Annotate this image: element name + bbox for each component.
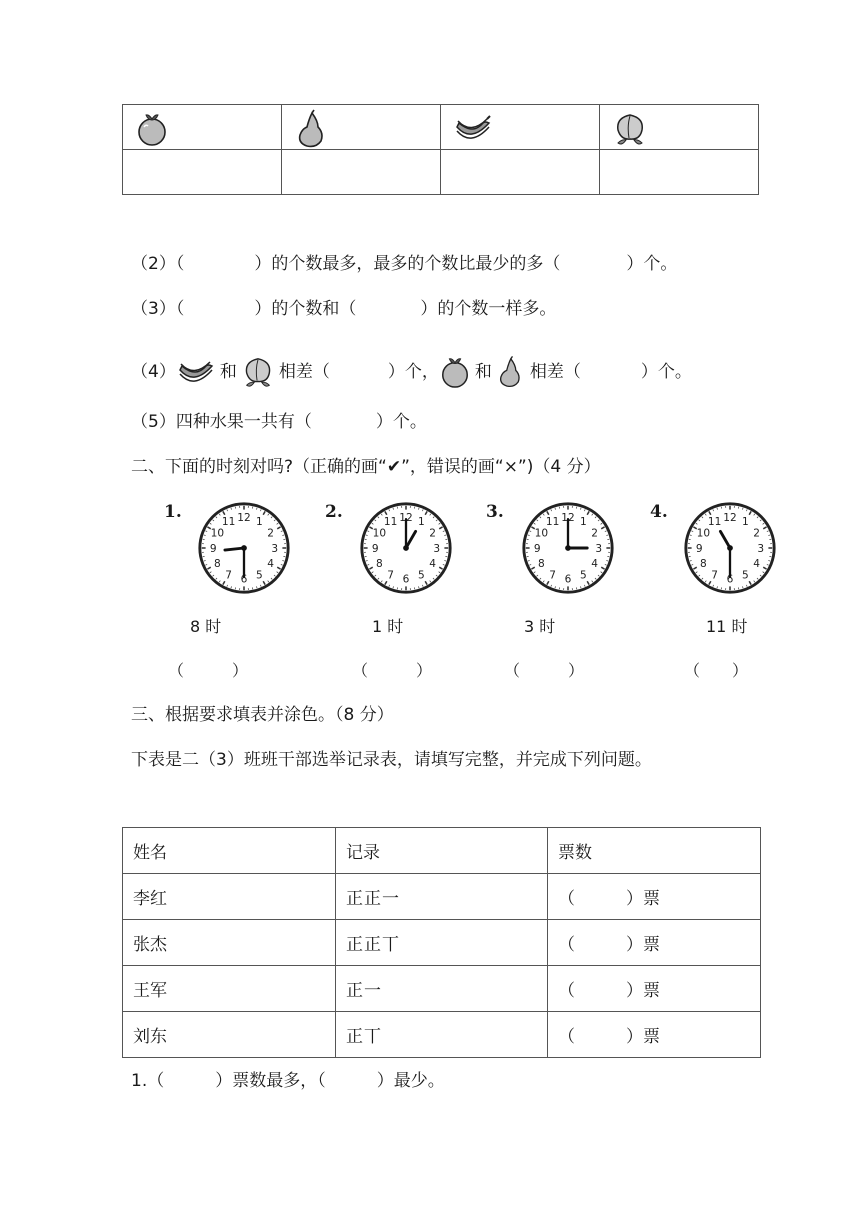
svg-text:1: 1 (742, 516, 749, 529)
svg-text:7: 7 (387, 569, 394, 582)
clock-face-icon (682, 500, 778, 596)
apple-icon (439, 355, 471, 389)
svg-text:10: 10 (534, 527, 549, 540)
clock-number: 2. (325, 502, 343, 522)
table-row (123, 920, 761, 966)
fruit-cell-banana (441, 105, 600, 150)
clock-number: 1. (164, 502, 182, 522)
row-votes[interactable]: （ ）票 (548, 874, 761, 920)
fruit-cell-apple (123, 105, 282, 150)
q4-suffix: ）个。 (640, 362, 692, 382)
svg-text:7: 7 (549, 569, 556, 582)
section-2-title: 二、下面的时刻对吗?（正确的画“✔”，错误的画“×”)（4 分） (131, 457, 601, 477)
banana-icon (453, 113, 493, 145)
fruit-count-peach[interactable] (600, 150, 759, 195)
row-name: 王军 (123, 966, 336, 1012)
q2-mid: ）的个数最多，最多的个数比最少的多（ (254, 254, 561, 274)
svg-text:11: 11 (545, 516, 560, 529)
clock-number: 3. (486, 502, 504, 522)
svg-text:5: 5 (742, 569, 749, 582)
row-name: 刘东 (123, 1012, 336, 1058)
svg-text:11: 11 (383, 516, 398, 529)
clock-face-icon (520, 500, 616, 596)
question-3 (131, 298, 556, 320)
vote-record-table (122, 827, 761, 1058)
pear-icon (496, 353, 524, 391)
clock-time-label: 3 时 (524, 617, 556, 636)
fruit-count-table (122, 104, 759, 195)
svg-text:12: 12 (561, 512, 575, 525)
row-votes[interactable]: （ ）票 (548, 1012, 761, 1058)
question-5 (131, 411, 427, 433)
svg-text:4: 4 (267, 558, 274, 571)
peach-icon (241, 354, 275, 390)
svg-text:4: 4 (591, 558, 598, 571)
svg-text:9: 9 (695, 542, 703, 555)
svg-text:2: 2 (267, 527, 274, 540)
q4-and-2: 和 (474, 362, 492, 382)
svg-text:6: 6 (240, 573, 248, 586)
svg-text:10: 10 (372, 527, 387, 540)
svg-text:1: 1 (418, 516, 425, 529)
svg-text:11: 11 (221, 516, 236, 529)
header-record: 记录 (336, 828, 548, 874)
svg-text:2: 2 (429, 527, 436, 540)
svg-text:11: 11 (707, 516, 722, 529)
row-votes[interactable]: （ ）票 (548, 966, 761, 1012)
svg-text:12: 12 (399, 512, 413, 525)
svg-text:8: 8 (538, 558, 545, 571)
svg-text:12: 12 (237, 512, 251, 525)
svg-text:7: 7 (225, 569, 232, 582)
svg-text:12: 12 (723, 512, 737, 525)
svg-text:5: 5 (580, 569, 587, 582)
clock-time-label: 1 时 (372, 617, 404, 636)
row-record: 正一 (336, 966, 548, 1012)
svg-text:1: 1 (580, 516, 587, 529)
svg-text:8: 8 (376, 558, 383, 571)
clock-answer-blank[interactable]: （ ） (684, 661, 749, 680)
row-record: 正正丅 (336, 920, 548, 966)
svg-text:4: 4 (429, 558, 436, 571)
q4-mid: ）个， (387, 362, 439, 382)
q2-suffix: ）个。 (626, 254, 678, 274)
svg-text:6: 6 (564, 573, 572, 586)
clock-time-label: 8 时 (190, 617, 222, 636)
clock-answer-blank[interactable]: （ ） (168, 661, 249, 680)
section-3-intro: 下表是二（3）班班干部选举记录表，请填写完整，并完成下列问题。 (131, 750, 652, 770)
row-record: 正正一 (336, 874, 548, 920)
q4-diff-1: 相差（ (278, 362, 330, 382)
row-name: 李红 (123, 874, 336, 920)
q4-prefix: （4） (131, 362, 176, 382)
section-3-question-1: 1.（ ）票数最多，（ ）最少。 (131, 1071, 445, 1091)
fruit-count-pear[interactable] (282, 150, 441, 195)
q5-suffix: ）个。 (375, 412, 427, 432)
peach-icon (612, 110, 648, 148)
svg-text:8: 8 (214, 558, 221, 571)
fruit-count-banana[interactable] (441, 150, 600, 195)
table-row (123, 966, 761, 1012)
q5-text: （5）四种水果一共有（ (131, 412, 312, 432)
header-votes: 票数 (548, 828, 761, 874)
clock-answer-blank[interactable]: （ ） (504, 661, 585, 680)
row-votes[interactable]: （ ）票 (548, 920, 761, 966)
svg-text:3: 3 (433, 542, 441, 555)
clock-answer-blank[interactable]: （ ） (352, 661, 433, 680)
svg-text:5: 5 (418, 569, 425, 582)
svg-text:6: 6 (726, 573, 734, 586)
svg-text:6: 6 (402, 573, 410, 586)
clock-face-icon (196, 500, 292, 596)
row-record: 正丅 (336, 1012, 548, 1058)
clock-face-icon (358, 500, 454, 596)
q4-diff-2: 相差（ (529, 362, 581, 382)
section-3-title: 三、根据要求填表并涂色。（8 分） (131, 705, 394, 725)
header-name: 姓名 (123, 828, 336, 874)
row-name: 张杰 (123, 920, 336, 966)
q4-and-1: 和 (219, 362, 237, 382)
svg-text:3: 3 (271, 542, 279, 555)
svg-text:1: 1 (256, 516, 263, 529)
q3-suffix: ）的个数一样多。 (420, 299, 557, 319)
svg-text:9: 9 (371, 542, 379, 555)
table-header-row (123, 828, 761, 874)
svg-text:10: 10 (210, 527, 225, 540)
svg-text:5: 5 (256, 569, 263, 582)
svg-text:9: 9 (533, 542, 541, 555)
clock-time-label: 11 时 (706, 617, 748, 636)
clock-number: 4. (650, 502, 668, 522)
svg-text:4: 4 (753, 558, 760, 571)
question-2 (131, 253, 677, 275)
fruit-cell-pear (282, 105, 441, 150)
svg-text:10: 10 (696, 527, 711, 540)
q3-prefix: （3）（ (131, 299, 185, 319)
svg-text:2: 2 (591, 527, 598, 540)
fruit-count-apple[interactable] (123, 150, 282, 195)
svg-text:3: 3 (757, 542, 765, 555)
apple-icon (135, 111, 169, 147)
svg-text:2: 2 (753, 527, 760, 540)
q3-mid: ）的个数和（ (254, 299, 357, 319)
question-4 (131, 350, 692, 394)
pear-icon (294, 109, 328, 149)
q2-prefix: （2）（ (131, 254, 185, 274)
fruit-cell-peach (600, 105, 759, 150)
table-row (123, 874, 761, 920)
table-row (123, 1012, 761, 1058)
svg-text:9: 9 (209, 542, 217, 555)
banana-icon (176, 355, 216, 389)
svg-text:7: 7 (711, 569, 718, 582)
svg-text:8: 8 (700, 558, 707, 571)
svg-text:3: 3 (595, 542, 603, 555)
